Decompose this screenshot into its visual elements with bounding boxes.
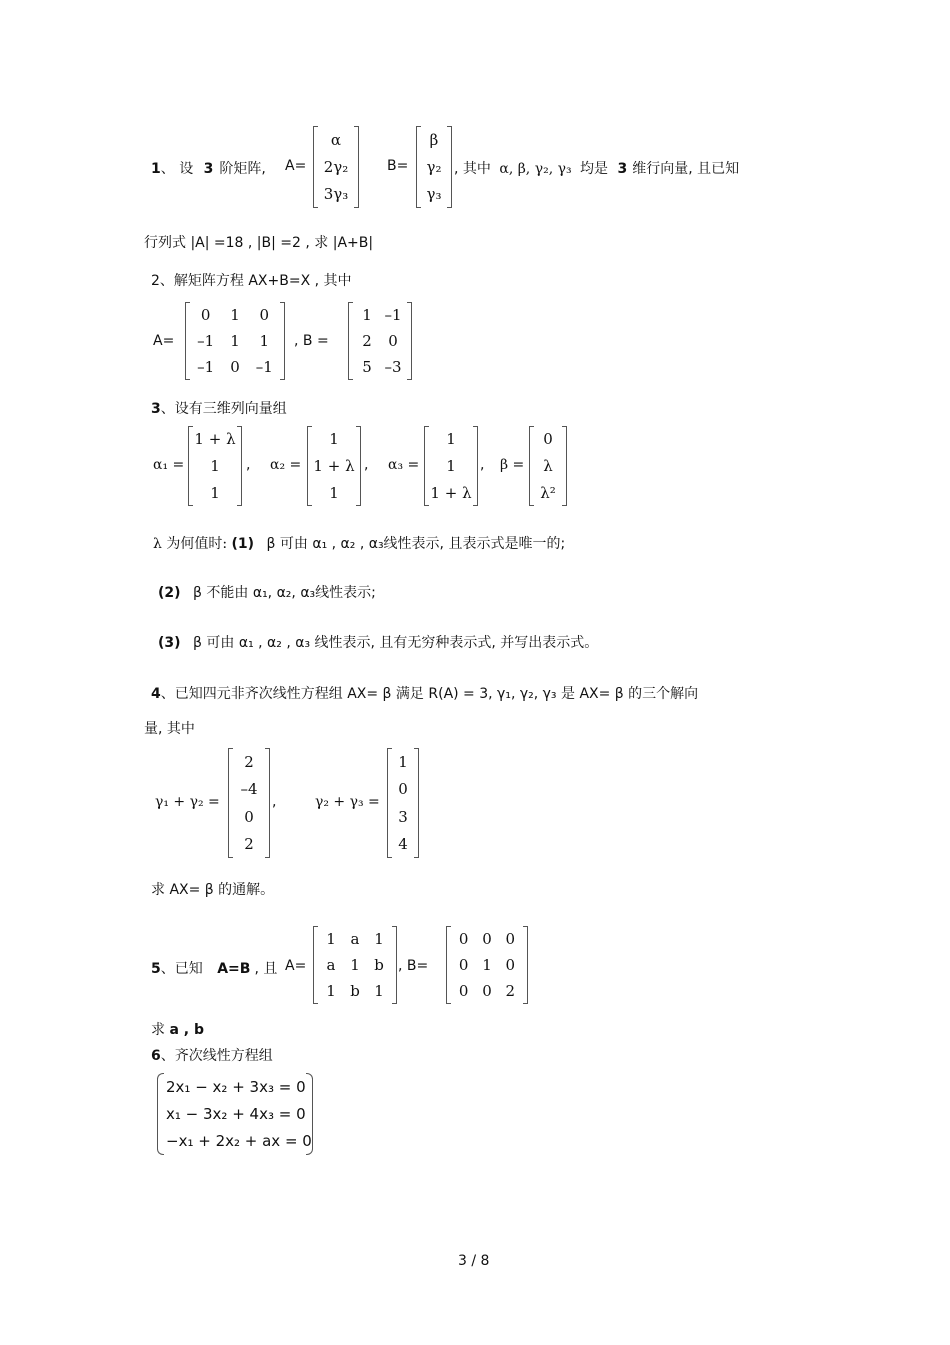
equation-row bbox=[166, 1104, 306, 1123]
matrix-row bbox=[319, 131, 353, 149]
matrix-cell: 0 bbox=[482, 930, 492, 948]
matrix-cell: 1 bbox=[482, 956, 492, 974]
matrix-row bbox=[430, 430, 472, 448]
equation-row bbox=[166, 1132, 312, 1151]
matrix-cell: 0 bbox=[388, 332, 398, 350]
matrix-row bbox=[535, 430, 561, 448]
matrix-cell: γ₃ bbox=[426, 185, 442, 204]
problem-3-question-2: (2) β 不能由 α₁, α₂, α₃线性表示; bbox=[158, 585, 376, 601]
matrix-cell: 1 + λ bbox=[194, 430, 236, 449]
problem-4-number: 4 bbox=[151, 686, 161, 702]
problem-5-A-label: A= bbox=[285, 958, 307, 974]
problem-5-number: 5 bbox=[151, 961, 161, 977]
matrix-cell: 1 bbox=[259, 332, 270, 350]
matrix-cell: –4 bbox=[240, 780, 258, 799]
matrix-cell: 1 bbox=[374, 930, 384, 948]
matrix-row bbox=[191, 306, 279, 324]
matrix-row bbox=[194, 430, 236, 448]
matrix-cell: 0 bbox=[505, 930, 516, 948]
problem-3-alpha1-label: α₁ = bbox=[153, 457, 185, 473]
equation-row bbox=[166, 1077, 306, 1096]
matrix-cell: 1 bbox=[230, 332, 240, 350]
matrix-cell: 2γ₂ bbox=[323, 157, 349, 176]
page-number: 3 / 8 bbox=[458, 1253, 490, 1269]
matrix-cell: 2 bbox=[505, 982, 516, 1000]
problem-4-text: 4、已知四元非齐次线性方程组 AX= β 满足 R(A) = 3, γ₁, γ₂, γ₃ 是 AX= β 的三个解向 bbox=[151, 686, 699, 702]
matrix-cell: 1 bbox=[210, 456, 220, 475]
matrix-cell: 1 + λ bbox=[430, 483, 472, 502]
matrix-row bbox=[452, 956, 522, 974]
equation-text: 2x₁ − x₂ + 3x₃ = 0 bbox=[166, 1077, 306, 1096]
matrix-cell: 1 bbox=[350, 956, 360, 974]
matrix-cell: –1 bbox=[384, 306, 402, 324]
matrix-row bbox=[319, 982, 391, 1000]
matrix-row bbox=[319, 956, 391, 974]
problem-4-vector-sum1 bbox=[228, 748, 270, 858]
matrix-row bbox=[422, 131, 446, 149]
matrix-cell: 0 bbox=[230, 358, 240, 376]
matrix-row bbox=[191, 332, 279, 350]
matrix-row bbox=[234, 835, 264, 853]
problem-3-vector-alpha2 bbox=[307, 426, 361, 506]
matrix-cell: 0 bbox=[458, 956, 469, 974]
matrix-row bbox=[393, 780, 413, 798]
matrix-cell: 0 bbox=[543, 430, 553, 449]
problem-1-B-label: B= bbox=[387, 158, 409, 174]
problem-4-line-2: 量, 其中 bbox=[144, 721, 195, 737]
matrix-row bbox=[194, 457, 236, 475]
problem-3-vector-beta bbox=[529, 426, 567, 506]
problem-5-lead: 5、已知 A=B , 且 bbox=[151, 961, 278, 977]
problem-3-vector-alpha1 bbox=[188, 426, 242, 506]
matrix-cell: 1 + λ bbox=[313, 456, 355, 475]
problem-1-lead: 1、 设 3 阶矩阵, bbox=[151, 161, 266, 177]
problem-5-ask: 求 a , b bbox=[151, 1022, 204, 1038]
matrix-cell: 2 bbox=[362, 332, 372, 350]
problem-4-ask: 求 AX= β 的通解。 bbox=[151, 882, 275, 898]
matrix-cell: λ² bbox=[540, 483, 556, 502]
matrix-row bbox=[191, 358, 279, 376]
matrix-row bbox=[393, 808, 413, 826]
matrix-cell: 1 bbox=[326, 982, 336, 1000]
matrix-row bbox=[319, 158, 353, 176]
problem-3-question-3: (3) β 可由 α₁ , α₂ , α₃ 线性表示, 且有无穷种表示式, 并写出表示式。 bbox=[158, 635, 599, 651]
matrix-cell: –1 bbox=[197, 332, 215, 350]
matrix-cell: 3γ₃ bbox=[323, 185, 349, 204]
problem-6-equation-system bbox=[157, 1073, 313, 1155]
matrix-cell: 1 bbox=[446, 456, 456, 475]
matrix-cell: a bbox=[326, 956, 336, 974]
problem-2-A-label: A= bbox=[153, 333, 175, 349]
matrix-cell: b bbox=[350, 982, 360, 1000]
matrix-cell: 0 bbox=[398, 780, 408, 799]
matrix-row bbox=[452, 930, 522, 948]
matrix-row bbox=[234, 808, 264, 826]
matrix-cell: 1 bbox=[446, 430, 456, 449]
problem-3-question-1: λ 为何值时: (1) β 可由 α₁ , α₂ , α₃线性表示, 且表示式是唯一的; bbox=[153, 536, 566, 552]
matrix-cell: γ₂ bbox=[426, 157, 442, 176]
matrix-row bbox=[535, 484, 561, 502]
matrix-row bbox=[234, 753, 264, 771]
matrix-cell: 0 bbox=[458, 982, 469, 1000]
matrix-cell: –1 bbox=[255, 358, 273, 376]
matrix-row bbox=[313, 457, 355, 475]
equation-text: −x₁ + 2x₂ + ax = 0 bbox=[166, 1132, 312, 1151]
problem-3-alpha3-label: α₃ = bbox=[388, 457, 420, 473]
matrix-cell: 1 bbox=[326, 930, 336, 948]
matrix-row bbox=[313, 484, 355, 502]
matrix-cell: λ bbox=[543, 456, 553, 475]
matrix-cell: 2 bbox=[244, 835, 254, 854]
matrix-row bbox=[430, 457, 472, 475]
problem-4-sum2-label: γ₂ + γ₃ = bbox=[315, 794, 380, 810]
matrix-cell: 5 bbox=[362, 358, 372, 376]
problem-3-beta-label: β = bbox=[500, 457, 525, 473]
matrix-cell: 1 bbox=[230, 306, 240, 324]
matrix-cell: β bbox=[429, 130, 439, 149]
matrix-row bbox=[319, 930, 391, 948]
problem-5-matrix-A bbox=[313, 926, 397, 1004]
problem-2-matrix-A bbox=[185, 302, 285, 380]
matrix-cell: 1 bbox=[362, 306, 372, 324]
matrix-cell: 3 bbox=[398, 807, 408, 826]
problem-3-vector-alpha3 bbox=[424, 426, 478, 506]
matrix-row bbox=[313, 430, 355, 448]
matrix-cell: α bbox=[330, 130, 342, 149]
problem-1-vectors: α, β, γ₂, γ₃ bbox=[499, 161, 572, 177]
matrix-row bbox=[393, 753, 413, 771]
matrix-cell: 0 bbox=[259, 306, 270, 324]
problem-1-matrix-B bbox=[416, 126, 452, 208]
matrix-cell: 1 bbox=[398, 752, 408, 771]
matrix-row bbox=[452, 982, 522, 1000]
problem-2-title: 2、解矩阵方程 AX+B=X , 其中 bbox=[151, 273, 352, 289]
equation-text: x₁ − 3x₂ + 4x₃ = 0 bbox=[166, 1104, 306, 1123]
matrix-row bbox=[194, 484, 236, 502]
problem-2-B-label: , B = bbox=[294, 333, 329, 349]
matrix-row bbox=[422, 185, 446, 203]
matrix-cell: 0 bbox=[200, 306, 211, 324]
matrix-cell: 1 bbox=[374, 982, 384, 1000]
problem-5-matrix-B bbox=[446, 926, 528, 1004]
matrix-cell: –1 bbox=[197, 358, 215, 376]
matrix-row bbox=[234, 780, 264, 798]
matrix-cell: a bbox=[350, 930, 360, 948]
matrix-row bbox=[393, 835, 413, 853]
matrix-row bbox=[354, 306, 406, 324]
matrix-cell: 0 bbox=[505, 956, 516, 974]
problem-1-line-2: 行列式 |A| =18 , |B| =2 , 求 |A+B| bbox=[144, 235, 374, 251]
problem-3-alpha2-label: α₂ = bbox=[270, 457, 302, 473]
matrix-cell: 0 bbox=[244, 807, 254, 826]
problem-2-matrix-B bbox=[348, 302, 412, 380]
problem-4-vector-sum2 bbox=[387, 748, 419, 858]
matrix-row bbox=[319, 185, 353, 203]
matrix-cell: 4 bbox=[398, 835, 408, 854]
matrix-cell: 0 bbox=[458, 930, 469, 948]
matrix-row bbox=[354, 358, 406, 376]
matrix-cell: 1 bbox=[210, 483, 220, 502]
problem-1-number: 1 bbox=[151, 161, 161, 177]
matrix-cell: 1 bbox=[329, 430, 339, 449]
matrix-cell: 1 bbox=[329, 483, 339, 502]
problem-5-B-label: , B= bbox=[398, 958, 429, 974]
matrix-cell: 2 bbox=[244, 752, 254, 771]
problem-1-A-label: A= bbox=[285, 158, 307, 174]
problem-4-sum1-label: γ₁ + γ₂ = bbox=[155, 794, 220, 810]
matrix-cell: b bbox=[374, 956, 384, 974]
matrix-cell: 0 bbox=[482, 982, 492, 1000]
problem-3-title: 3、设有三维列向量组 bbox=[151, 401, 287, 417]
matrix-cell: –3 bbox=[384, 358, 402, 376]
problem-6-number: 6 bbox=[151, 1048, 161, 1064]
matrix-row bbox=[430, 484, 472, 502]
problem-6-title: 6、齐次线性方程组 bbox=[151, 1048, 273, 1064]
matrix-row bbox=[422, 158, 446, 176]
matrix-row bbox=[354, 332, 406, 350]
problem-3-number: 3 bbox=[151, 401, 161, 417]
problem-1-tail: , 其中 α, β, γ₂, γ₃ 均是 3 维行向量, 且已知 bbox=[454, 161, 740, 177]
problem-1-matrix-A bbox=[313, 126, 359, 208]
matrix-row bbox=[535, 457, 561, 475]
